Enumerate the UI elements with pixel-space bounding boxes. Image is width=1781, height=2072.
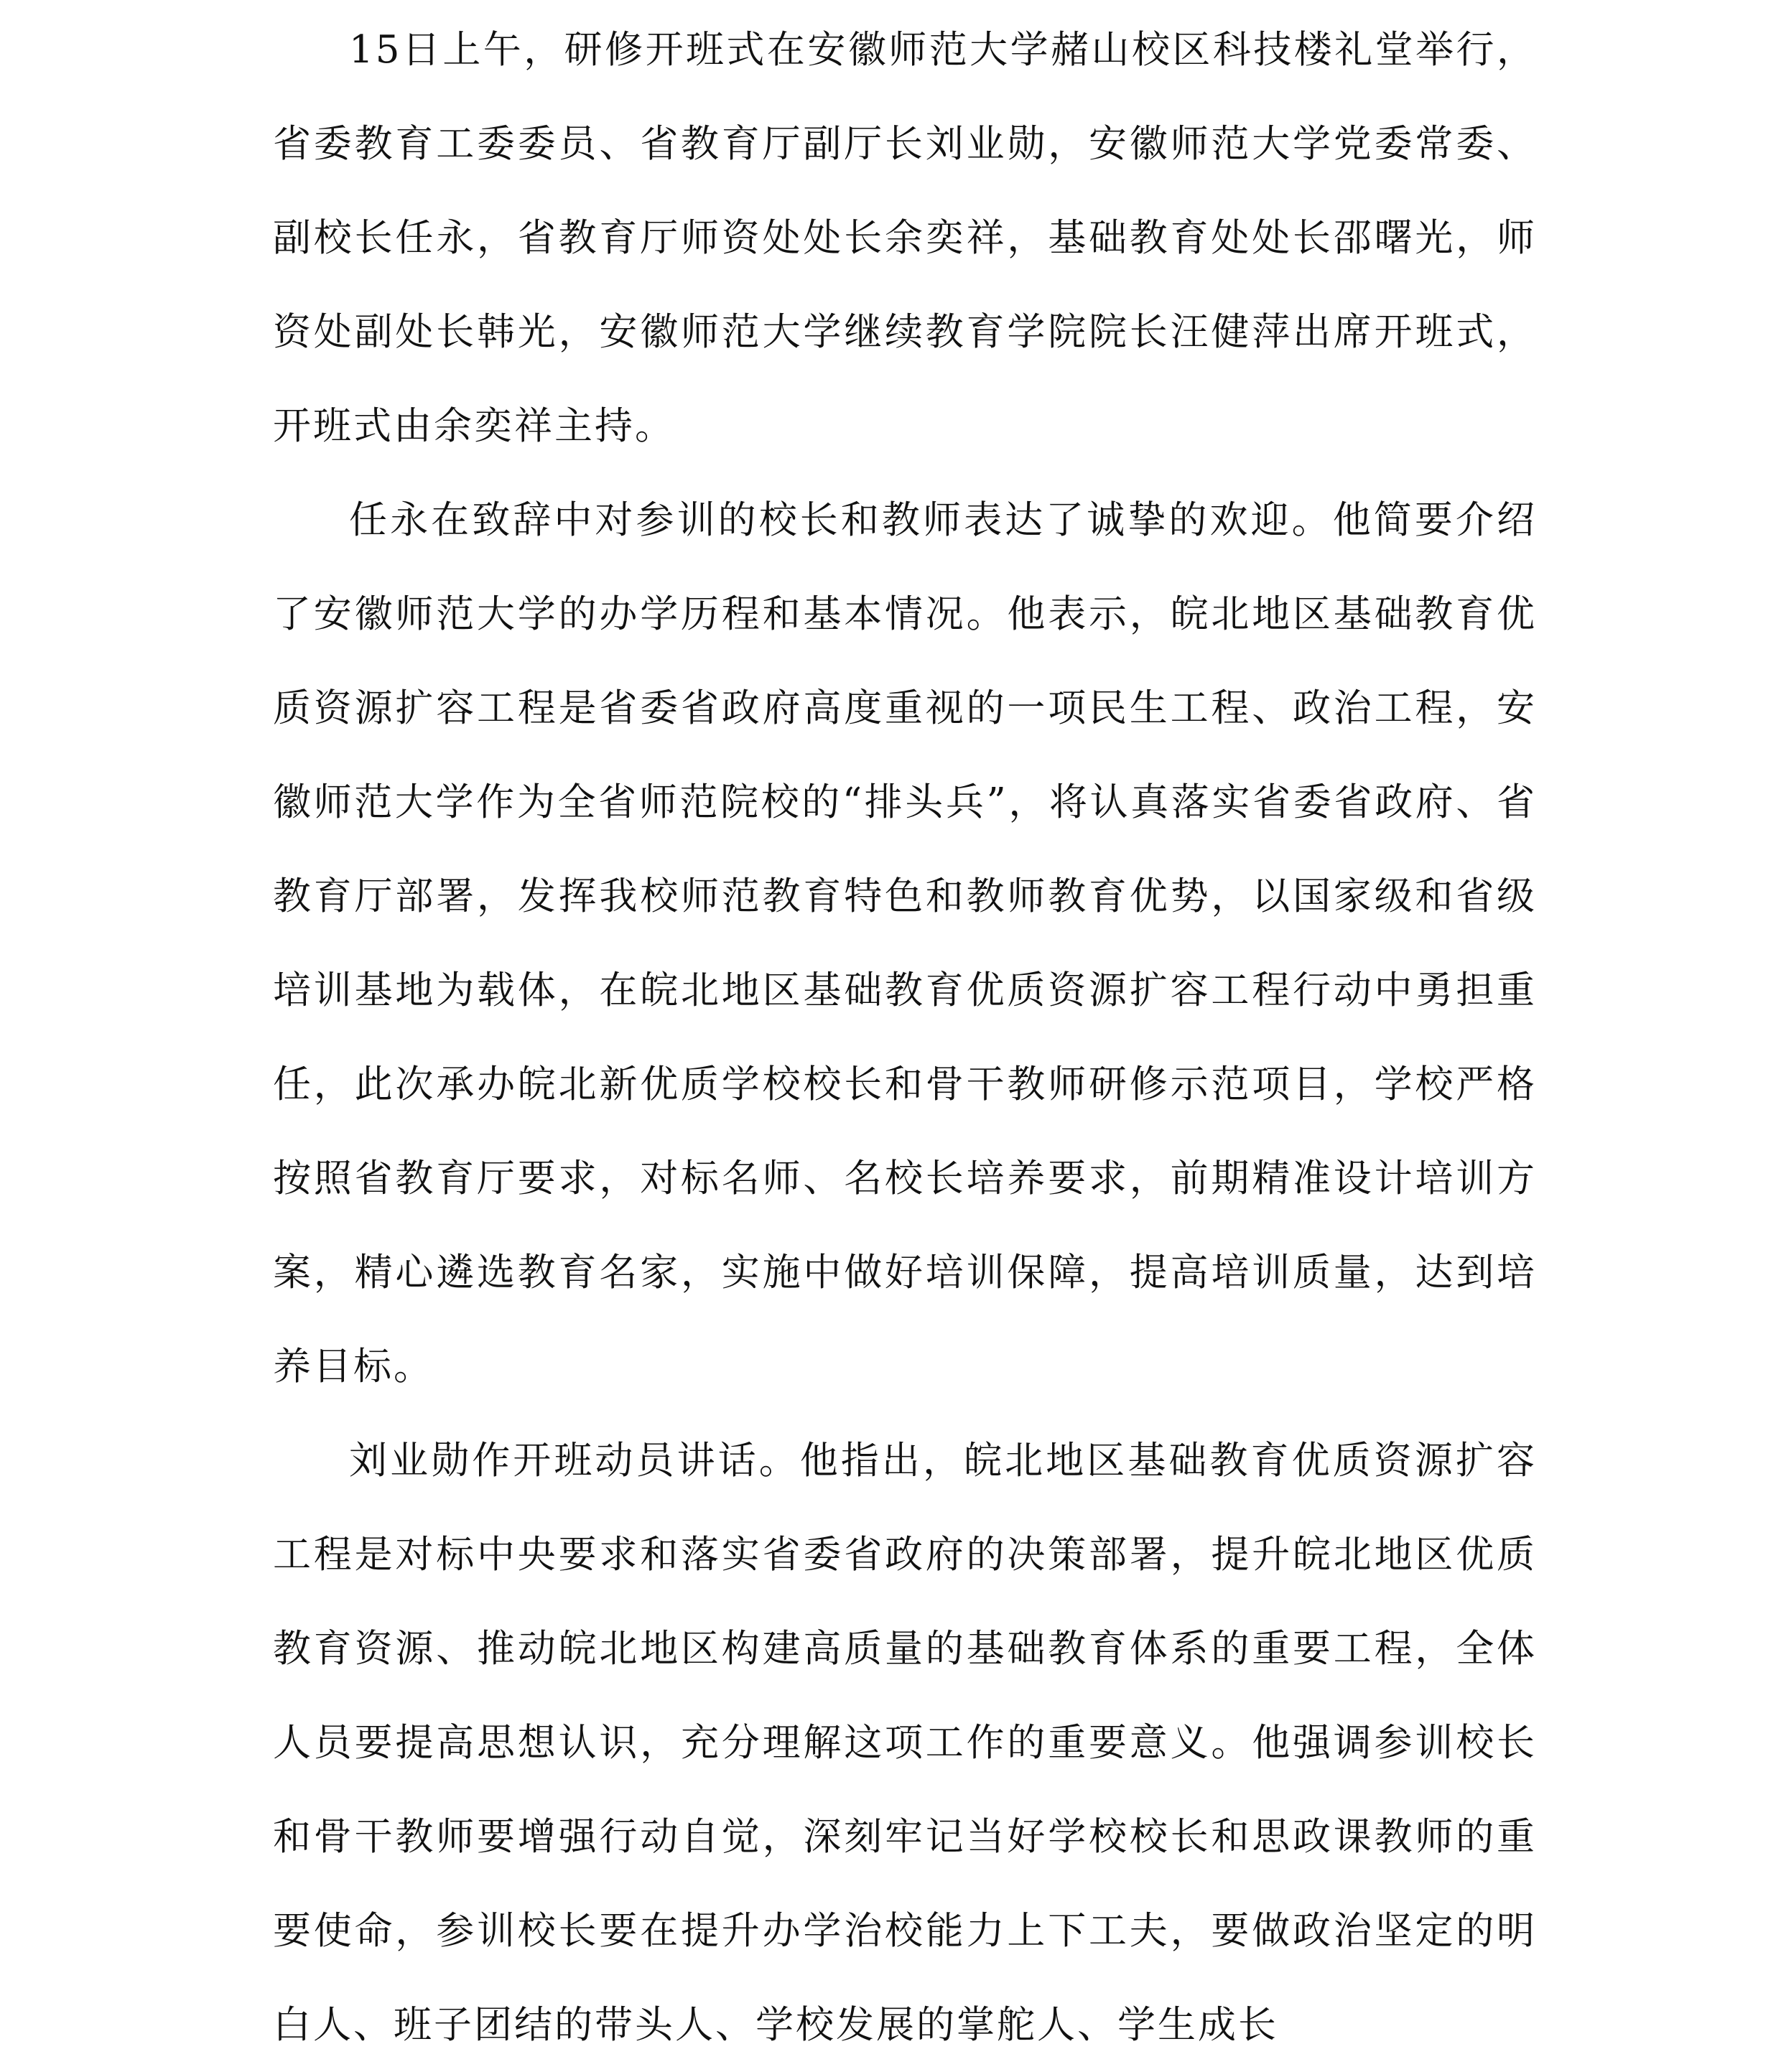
paragraph-opening-ceremony: 15日上午，研修开班式在安徽师范大学赭山校区科技楼礼堂举行，省委教育工委委员、省教育厅副厅长刘业勋，安徽师范大学党委常委、副校长任永，省教育厅师资处处长余奕祥，基础教育处处长邵曙光，师资处副处长韩光，安徽师范大学继续教育学院院长汪健萍出席开班式，开班式由余奕祥主持。 (273, 28, 1537, 448)
paragraph-liu-yexun-speech: 刘业勋作开班动员讲话。他指出，皖北地区基础教育优质资源扩容工程是对标中央要求和落实省委省政府的决策部署，提升皖北地区优质教育资源、推动皖北地区构建高质量的基础教育体系的重要工程，全体人员要提高思想认识，充分理解这项工作的重要意义。他强调参训校长和骨干教师要增强行动自觉，深刻牢记当好学校校长和思政课教师的重要使命，参训校长要在提升办学治校能力上下工夫，要做政治坚定的明白人、班子团结的带头人、学校发展的掌舵人、学生成长 (273, 1439, 1537, 2047)
paragraph-ren-yong-speech: 任永在致辞中对参训的校长和教师表达了诚挚的欢迎。他简要介绍了安徽师范大学的办学历程和基本情况。他表示，皖北地区基础教育优质资源扩容工程是省委省政府高度重视的一项民生工程、政治工程，安徽师范大学作为全省师范院校的“排头兵”，将认真落实省委省政府、省教育厅部署，发挥我校师范教育特色和教师教育优势，以国家级和省级培训基地为载体，在皖北地区基础教育优质资源扩容工程行动中勇担重任，此次承办皖北新优质学校校长和骨干教师研修示范项目，学校严格按照省教育厅要求，对标名师、名校长培养要求，前期精准设计培训方案，精心遴选教育名家，实施中做好培训保障，提高培训质量，达到培养目标。 (273, 498, 1537, 1389)
article-body (273, 3, 1537, 2072)
